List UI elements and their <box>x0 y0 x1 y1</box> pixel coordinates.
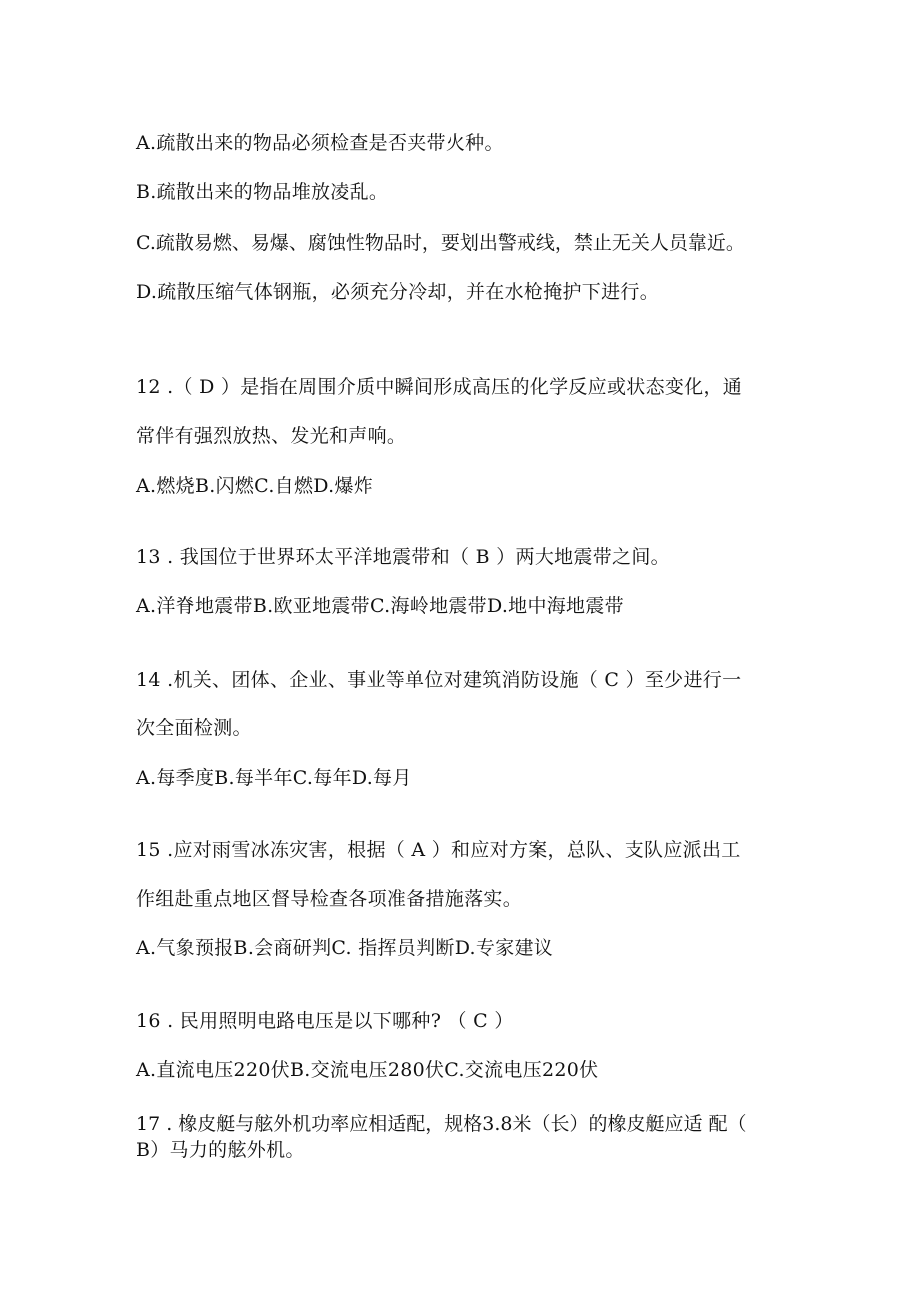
question-14-text-cont: 次全面检测。 <box>136 717 252 739</box>
option-c-text: C.疏散易燃、易爆、腐蚀性物品时，要划出警戒线，禁止无关人员靠近。 <box>136 232 745 254</box>
question-17-text-cont: B）马力的舷外机。 <box>136 1139 305 1161</box>
option-b-text: B.疏散出来的物品堆放凌乱。 <box>136 181 389 203</box>
question-13-options: A.洋脊地震带B.欧亚地震带C.海岭地震带D.地中海地震带 <box>136 595 624 617</box>
option-d-text: D.疏散压缩气体钢瓶，必须充分冷却，并在水枪掩护下进行。 <box>136 281 659 303</box>
question-14-options: A.每季度B.每半年C.每年D.每月 <box>136 767 412 789</box>
question-15-options: A.气象预报B.会商研判C. 指挥员判断D.专家建议 <box>136 937 554 959</box>
question-12-text: 12 .（ D ）是指在周围介质中瞬间形成高压的化学反应或状态变化，通 <box>136 376 743 398</box>
question-16-options: A.直流电压220伏B.交流电压280伏C.交流电压220伏 <box>136 1059 599 1081</box>
question-12-options: A.燃烧B.闪燃C.自燃D.爆炸 <box>136 475 374 497</box>
question-15-text: 15 .应对雨雪冰冻灾害，根据（ A ）和应对方案，总队、支队应派出工 <box>136 839 741 861</box>
question-13-text: 13 . 我国位于世界环太平洋地震带和（ B ）两大地震带之间。 <box>136 546 670 568</box>
option-a-text: A.疏散出来的物品必须检查是否夹带火种。 <box>136 132 504 154</box>
question-16-text: 16 . 民用照明电路电压是以下哪种? （ C ） <box>136 1010 514 1032</box>
question-17-text: 17 . 橡皮艇与舷外机功率应相适配，规格3.8米（长）的橡皮艇应适 配（ <box>136 1113 747 1135</box>
question-12-text-cont: 常伴有强烈放热、发光和声响。 <box>136 425 407 447</box>
question-15-text-cont: 作组赴重点地区督导检查各项准备措施落实。 <box>136 888 523 910</box>
question-14-text: 14 .机关、团体、企业、事业等单位对建筑消防设施（ C ）至少进行一 <box>136 669 742 691</box>
